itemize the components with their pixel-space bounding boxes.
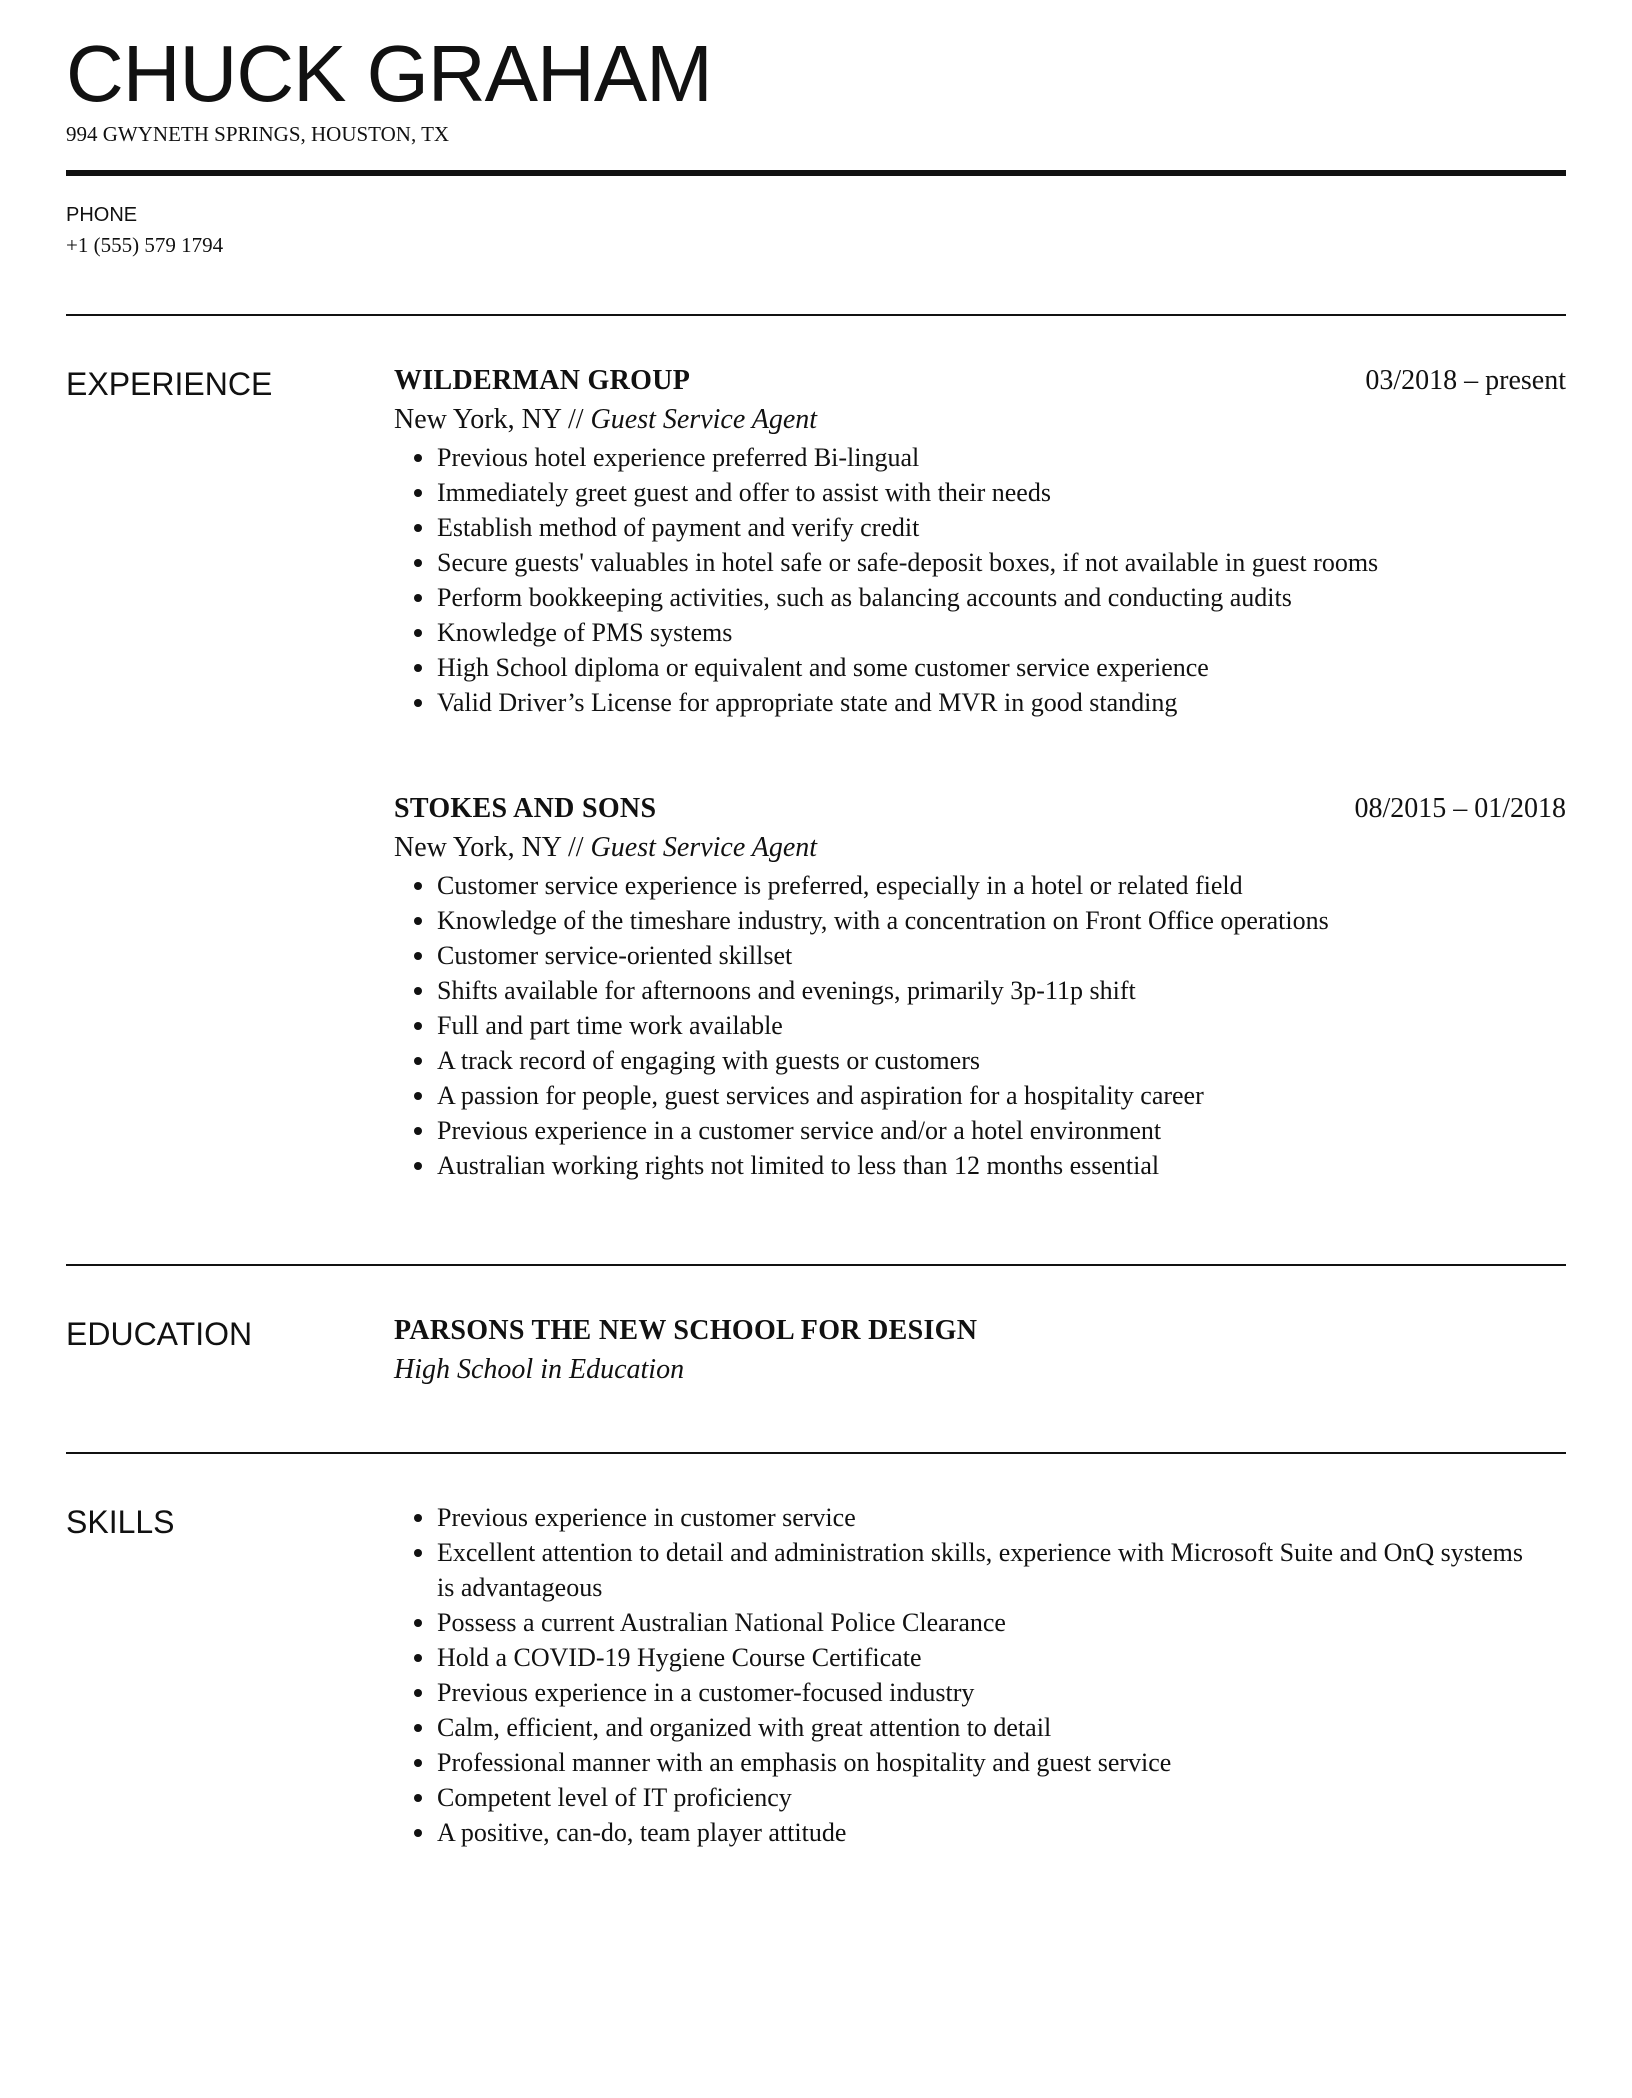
job-subtitle (394, 828, 1566, 868)
job-bullets (394, 440, 1566, 720)
section-divider (66, 1264, 1566, 1266)
list-item-text: Full and part time work available (437, 1011, 783, 1040)
experience-heading: EXPERIENCE (66, 366, 273, 402)
job-role: Guest Service Agent (590, 404, 818, 435)
list-item-text: Customer service-oriented skillset (437, 941, 793, 970)
list-item-text: Perform bookkeeping activities, such as balancing accounts and conducting audits (437, 583, 1292, 612)
list-item (394, 580, 1566, 615)
education-entry (394, 1312, 1566, 1390)
list-item-text: A passion for people, guest services and aspiration for a hospitality career (437, 1081, 1204, 1110)
bullet-icon (414, 1514, 422, 1522)
list-item-text: Previous experience in customer service (437, 1503, 856, 1532)
bullet-icon (414, 454, 422, 462)
list-item (394, 1078, 1566, 1113)
list-item-text: Customer service experience is preferred, especially in a hotel or related field (437, 871, 1243, 900)
phone-number: +1 (555) 579 1794 (66, 233, 224, 257)
skills-list (394, 1500, 1566, 1850)
list-item (394, 510, 1566, 545)
bullet-icon (414, 1022, 422, 1030)
job-entry (394, 362, 1566, 720)
list-item (394, 1500, 1566, 1535)
list-item (394, 1745, 1566, 1780)
list-item-text: Possess a current Australian National Police Clearance (437, 1608, 1006, 1637)
bullet-icon (414, 1549, 422, 1557)
list-item (394, 868, 1566, 903)
list-item-text: Professional manner with an emphasis on hospitality and guest service (437, 1748, 1172, 1777)
job-dates: 03/2018 – present (1365, 365, 1566, 396)
list-item-text: Hold a COVID-19 Hygiene Course Certificate (437, 1643, 922, 1672)
bullet-icon (414, 1127, 422, 1135)
list-item-text: Secure guests' valuables in hotel safe or safe-deposit boxes, if not available in guest rooms (437, 548, 1379, 577)
list-item (394, 1605, 1566, 1640)
bullet-icon (414, 1759, 422, 1767)
list-item (394, 973, 1566, 1008)
list-item-text: Previous hotel experience preferred Bi-lingual (437, 443, 920, 472)
company-name: STOKES AND SONS (394, 793, 657, 824)
bullet-icon (414, 917, 422, 925)
list-item-text: High School diploma or equivalent and some customer service experience (437, 653, 1209, 682)
skills-list-block (394, 1500, 1566, 1850)
job-role: Guest Service Agent (590, 832, 818, 863)
bullet-icon (414, 524, 422, 532)
list-item-text: Shifts available for afternoons and evenings, primarily 3p-11p shift (437, 976, 1136, 1005)
school-name: PARSONS THE NEW SCHOOL FOR DESIGN (394, 1315, 978, 1346)
list-item (394, 650, 1566, 685)
education-header (394, 1312, 1566, 1350)
company-name: WILDERMAN GROUP (394, 365, 691, 396)
bullet-icon (414, 664, 422, 672)
candidate-name: CHUCK GRAHAM (66, 29, 712, 118)
bullet-icon (414, 1619, 422, 1627)
bullet-icon (414, 559, 422, 567)
job-entry (394, 790, 1566, 1183)
list-item (394, 1113, 1566, 1148)
bullet-icon (414, 1724, 422, 1732)
bullet-icon (414, 882, 422, 890)
bullet-icon (414, 1654, 422, 1662)
bullet-icon (414, 1689, 422, 1697)
list-item-text: Competent level of IT proficiency (437, 1783, 792, 1812)
list-item (394, 1710, 1566, 1745)
list-item (394, 938, 1566, 973)
separator: // (560, 832, 591, 863)
phone-label: PHONE (66, 204, 138, 226)
section-divider (66, 314, 1566, 316)
list-item (394, 903, 1566, 938)
list-item (394, 545, 1566, 580)
list-item (394, 685, 1566, 720)
list-item-text: A positive, can-do, team player attitude (437, 1818, 847, 1847)
bullet-icon (414, 629, 422, 637)
list-item-text: Previous experience in a customer-focused industry (437, 1678, 975, 1707)
job-bullets (394, 868, 1566, 1183)
list-item-text: A track record of engaging with guests or customers (437, 1046, 980, 1075)
bullet-icon (414, 1092, 422, 1100)
list-item-text: Valid Driver’s License for appropriate state and MVR in good standing (437, 688, 1178, 717)
job-location: New York, NY (394, 832, 561, 863)
bullet-icon (414, 987, 422, 995)
separator: // (560, 404, 591, 435)
list-item-text: Establish method of payment and verify credit (437, 513, 920, 542)
list-item-text: Knowledge of PMS systems (437, 618, 733, 647)
list-item-text: Australian working rights not limited to less than 12 months essential (437, 1151, 1160, 1180)
section-divider (66, 1452, 1566, 1454)
list-item (394, 440, 1566, 475)
header-divider (66, 170, 1566, 176)
address: 994 GWYNETH SPRINGS, HOUSTON, TX (66, 122, 450, 146)
list-item (394, 1043, 1566, 1078)
job-header (394, 790, 1566, 828)
list-item (394, 615, 1566, 650)
list-item-text: Knowledge of the timeshare industry, with a concentration on Front Office operations (437, 906, 1329, 935)
bullet-icon (414, 699, 422, 707)
bullet-icon (414, 489, 422, 497)
list-item-text: Calm, efficient, and organized with great attention to detail (437, 1713, 1052, 1742)
skills-heading: SKILLS (66, 1504, 175, 1540)
job-header (394, 362, 1566, 400)
list-item (394, 1535, 1566, 1605)
job-dates: 08/2015 – 01/2018 (1354, 793, 1566, 824)
bullet-icon (414, 1829, 422, 1837)
bullet-icon (414, 1057, 422, 1065)
job-subtitle (394, 400, 1566, 440)
list-item (394, 1008, 1566, 1043)
list-item (394, 475, 1566, 510)
list-item (394, 1780, 1566, 1815)
list-item (394, 1675, 1566, 1710)
job-location: New York, NY (394, 404, 561, 435)
bullet-icon (414, 1794, 422, 1802)
list-item-text: Immediately greet guest and offer to assist with their needs (437, 478, 1051, 507)
list-item (394, 1148, 1566, 1183)
degree: High School in Education (394, 1354, 685, 1385)
list-item-text: Previous experience in a customer service and/or a hotel environment (437, 1116, 1162, 1145)
bullet-icon (414, 952, 422, 960)
list-item (394, 1815, 1566, 1850)
bullet-icon (414, 594, 422, 602)
list-item-text: Excellent attention to detail and administration skills, experience with Microsoft Suite and OnQ systems is advantageous (437, 1538, 1523, 1602)
list-item (394, 1640, 1566, 1675)
bullet-icon (414, 1162, 422, 1170)
education-heading: EDUCATION (66, 1316, 253, 1352)
